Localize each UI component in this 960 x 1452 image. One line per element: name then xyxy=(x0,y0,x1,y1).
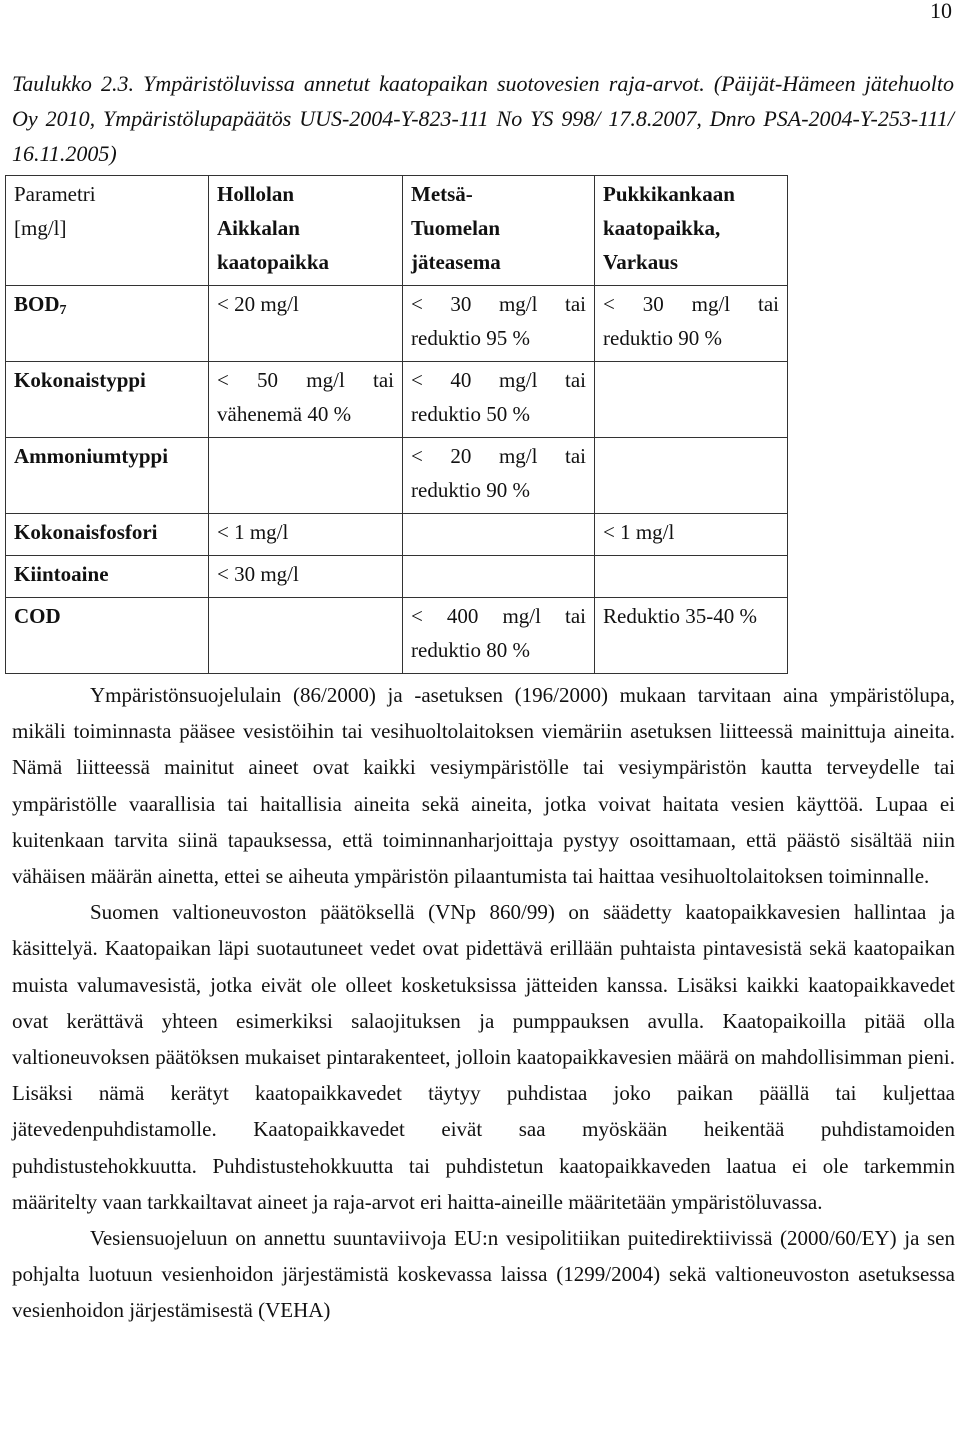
paragraph: Suomen valtioneuvoston päätöksellä (VNp 860/99) on säädetty kaatopaikkavesien hallintaa ja käsittelyä. Kaatopaikan läpi suotautuneet vedet ovat pidettävä erillään puhtaista pintavesistä sekä kaatopaikan muista valumavesistä, jotka eivät ole olleet kosketuksissa jätteiden kanssa. Lisäksi kaikki kaatopaikkavedet ovat kerättävä yhteen esimerkiksi salaojituksen ja pumppauksen avulla. Kaatopaikoilla pitää olla valtioneuvoksen päätöksen mukaiset pintarakenteet, jolloin kaatopaikkavesien määrä on mahdollisimman pieni. Lisäksi nämä kerätyt kaatopaikkavedet täytyy puhdistaa joko paikan päällä tai kuljettaa jätevedenpuhdistamolle. Kaatopaikkavedet eivät saa myöskään heikentää puhdistamoiden puhdistustehokkuutta. Puhdistustehokkuutta tai puhdistetun kaatopaikkaveden laatua ei ole tarkemmin määritelty vaan tarkkailtavat aineet ja raja-arvot eri haitta-aineille määritetään ympäristöluvassa. xyxy=(12,900,955,1214)
page-number: 10 xyxy=(930,0,952,23)
body-text xyxy=(12,677,955,1329)
param-cell: Kokonaisfosfori xyxy=(6,514,209,556)
metsa-cell: < 20 mg/l tai reduktio 90 % xyxy=(403,438,595,514)
table-caption xyxy=(12,66,954,171)
param-subscript: 7 xyxy=(59,303,67,318)
metsa-cell xyxy=(403,514,595,556)
table-header-row xyxy=(6,176,788,286)
param-cell: Kiintoaine xyxy=(6,556,209,598)
caption-text: Taulukko 2.3. Ympäristöluvissa annetut kaatopaikan suotovesien raja-arvot. (Päijät-Hämeen jätehuolto Oy 2010, Ympäristölupapäätös UUS-2004-Y-823-111 No YS 998/ 17.8.2007, Dnro PSA-2004-Y-253-111/ 16.11.2005) xyxy=(12,71,954,166)
metsa-cell: < 40 mg/l tai reduktio 50 % xyxy=(403,362,595,438)
param-cell: Kokonaistyppi xyxy=(6,362,209,438)
pukki-cell: < 30 mg/l tai reduktio 90 % xyxy=(595,286,788,362)
metsa-cell xyxy=(403,556,595,598)
table-row xyxy=(6,514,788,556)
header-metsa-line: Metsä- xyxy=(411,182,473,206)
table-row xyxy=(6,598,788,674)
table-row xyxy=(6,438,788,514)
hollola-cell: < 20 mg/l xyxy=(209,286,403,362)
header-parameter xyxy=(6,176,209,286)
hollola-cell: < 1 mg/l xyxy=(209,514,403,556)
header-pukki-line: kaatopaikka, xyxy=(603,216,721,240)
limits-table xyxy=(5,175,788,674)
header-metsa-line: Tuomelan xyxy=(411,216,501,240)
param-cell xyxy=(6,286,209,362)
table-row xyxy=(6,362,788,438)
header-pukkikangas xyxy=(595,176,788,286)
pukki-cell xyxy=(595,556,788,598)
header-pukki-line: Pukkikankaan xyxy=(603,182,735,206)
hollola-cell: < 50 mg/l tai vähenemä 40 % xyxy=(209,362,403,438)
pukki-cell xyxy=(595,438,788,514)
hollola-cell xyxy=(209,598,403,674)
hollola-cell: < 30 mg/l xyxy=(209,556,403,598)
param-cell: Ammoniumtyppi xyxy=(6,438,209,514)
header-hollola-line: Aikkalan xyxy=(217,216,300,240)
param-name: BOD xyxy=(14,292,60,316)
header-parameter-unit: [mg/l] xyxy=(14,216,67,240)
paragraph: Vesiensuojeluun on annettu suuntaviivoja EU:n vesipolitiikan puitedirektiivissä (2000/60/EY) ja sen pohjalta luotuun vesienhoidon järjestämistä koskevassa laissa (1299/2004) sekä valtioneuvoston asetuksessa vesienhoidon järjestämisestä (VEHA) xyxy=(12,1226,955,1323)
metsa-cell: < 400 mg/l tai reduktio 80 % xyxy=(403,598,595,674)
header-hollola-line: Hollolan xyxy=(217,182,295,206)
header-pukki-line: Varkaus xyxy=(603,250,679,274)
hollola-cell xyxy=(209,438,403,514)
pukki-cell xyxy=(595,362,788,438)
header-parameter-line: Parametri xyxy=(14,182,96,206)
header-hollola xyxy=(209,176,403,286)
table-row xyxy=(6,286,788,362)
header-metsa-tuomela xyxy=(403,176,595,286)
metsa-cell: < 30 mg/l tai reduktio 95 % xyxy=(403,286,595,362)
paragraph: Ympäristönsuojelulain (86/2000) ja -asetuksen (196/2000) mukaan tarvitaan aina ympäristölupa, mikäli toiminnasta pääsee vesistöihin tai vesihuoltolaitoksen viemäriin asetuksen liitteessä mainittuja aineita. Nämä liitteessä mainitut aineet ovat kaikki vesiympäristölle tai vesiympäristön kautta terveydelle tai ympäristölle vaarallisia tai haitallisia aineita sekä aineita, jotka voivat haitata vesien käyttöä. Lupaa ei kuitenkaan tarvita siinä tapauksessa, että toiminnanharjoittaja pystyy osoittamaan, että päästö sisältää niin vähäisen määrän ainetta, ettei se aiheuta ympäristön pilaantumista tai haittaa vesihuoltolaitoksen toiminnalle. xyxy=(12,683,955,889)
header-metsa-line: jäteasema xyxy=(411,250,501,274)
pukki-cell: Reduktio 35-40 % xyxy=(595,598,788,674)
header-hollola-line: kaatopaikka xyxy=(217,250,330,274)
param-cell: COD xyxy=(6,598,209,674)
table-row xyxy=(6,556,788,598)
pukki-cell: < 1 mg/l xyxy=(595,514,788,556)
